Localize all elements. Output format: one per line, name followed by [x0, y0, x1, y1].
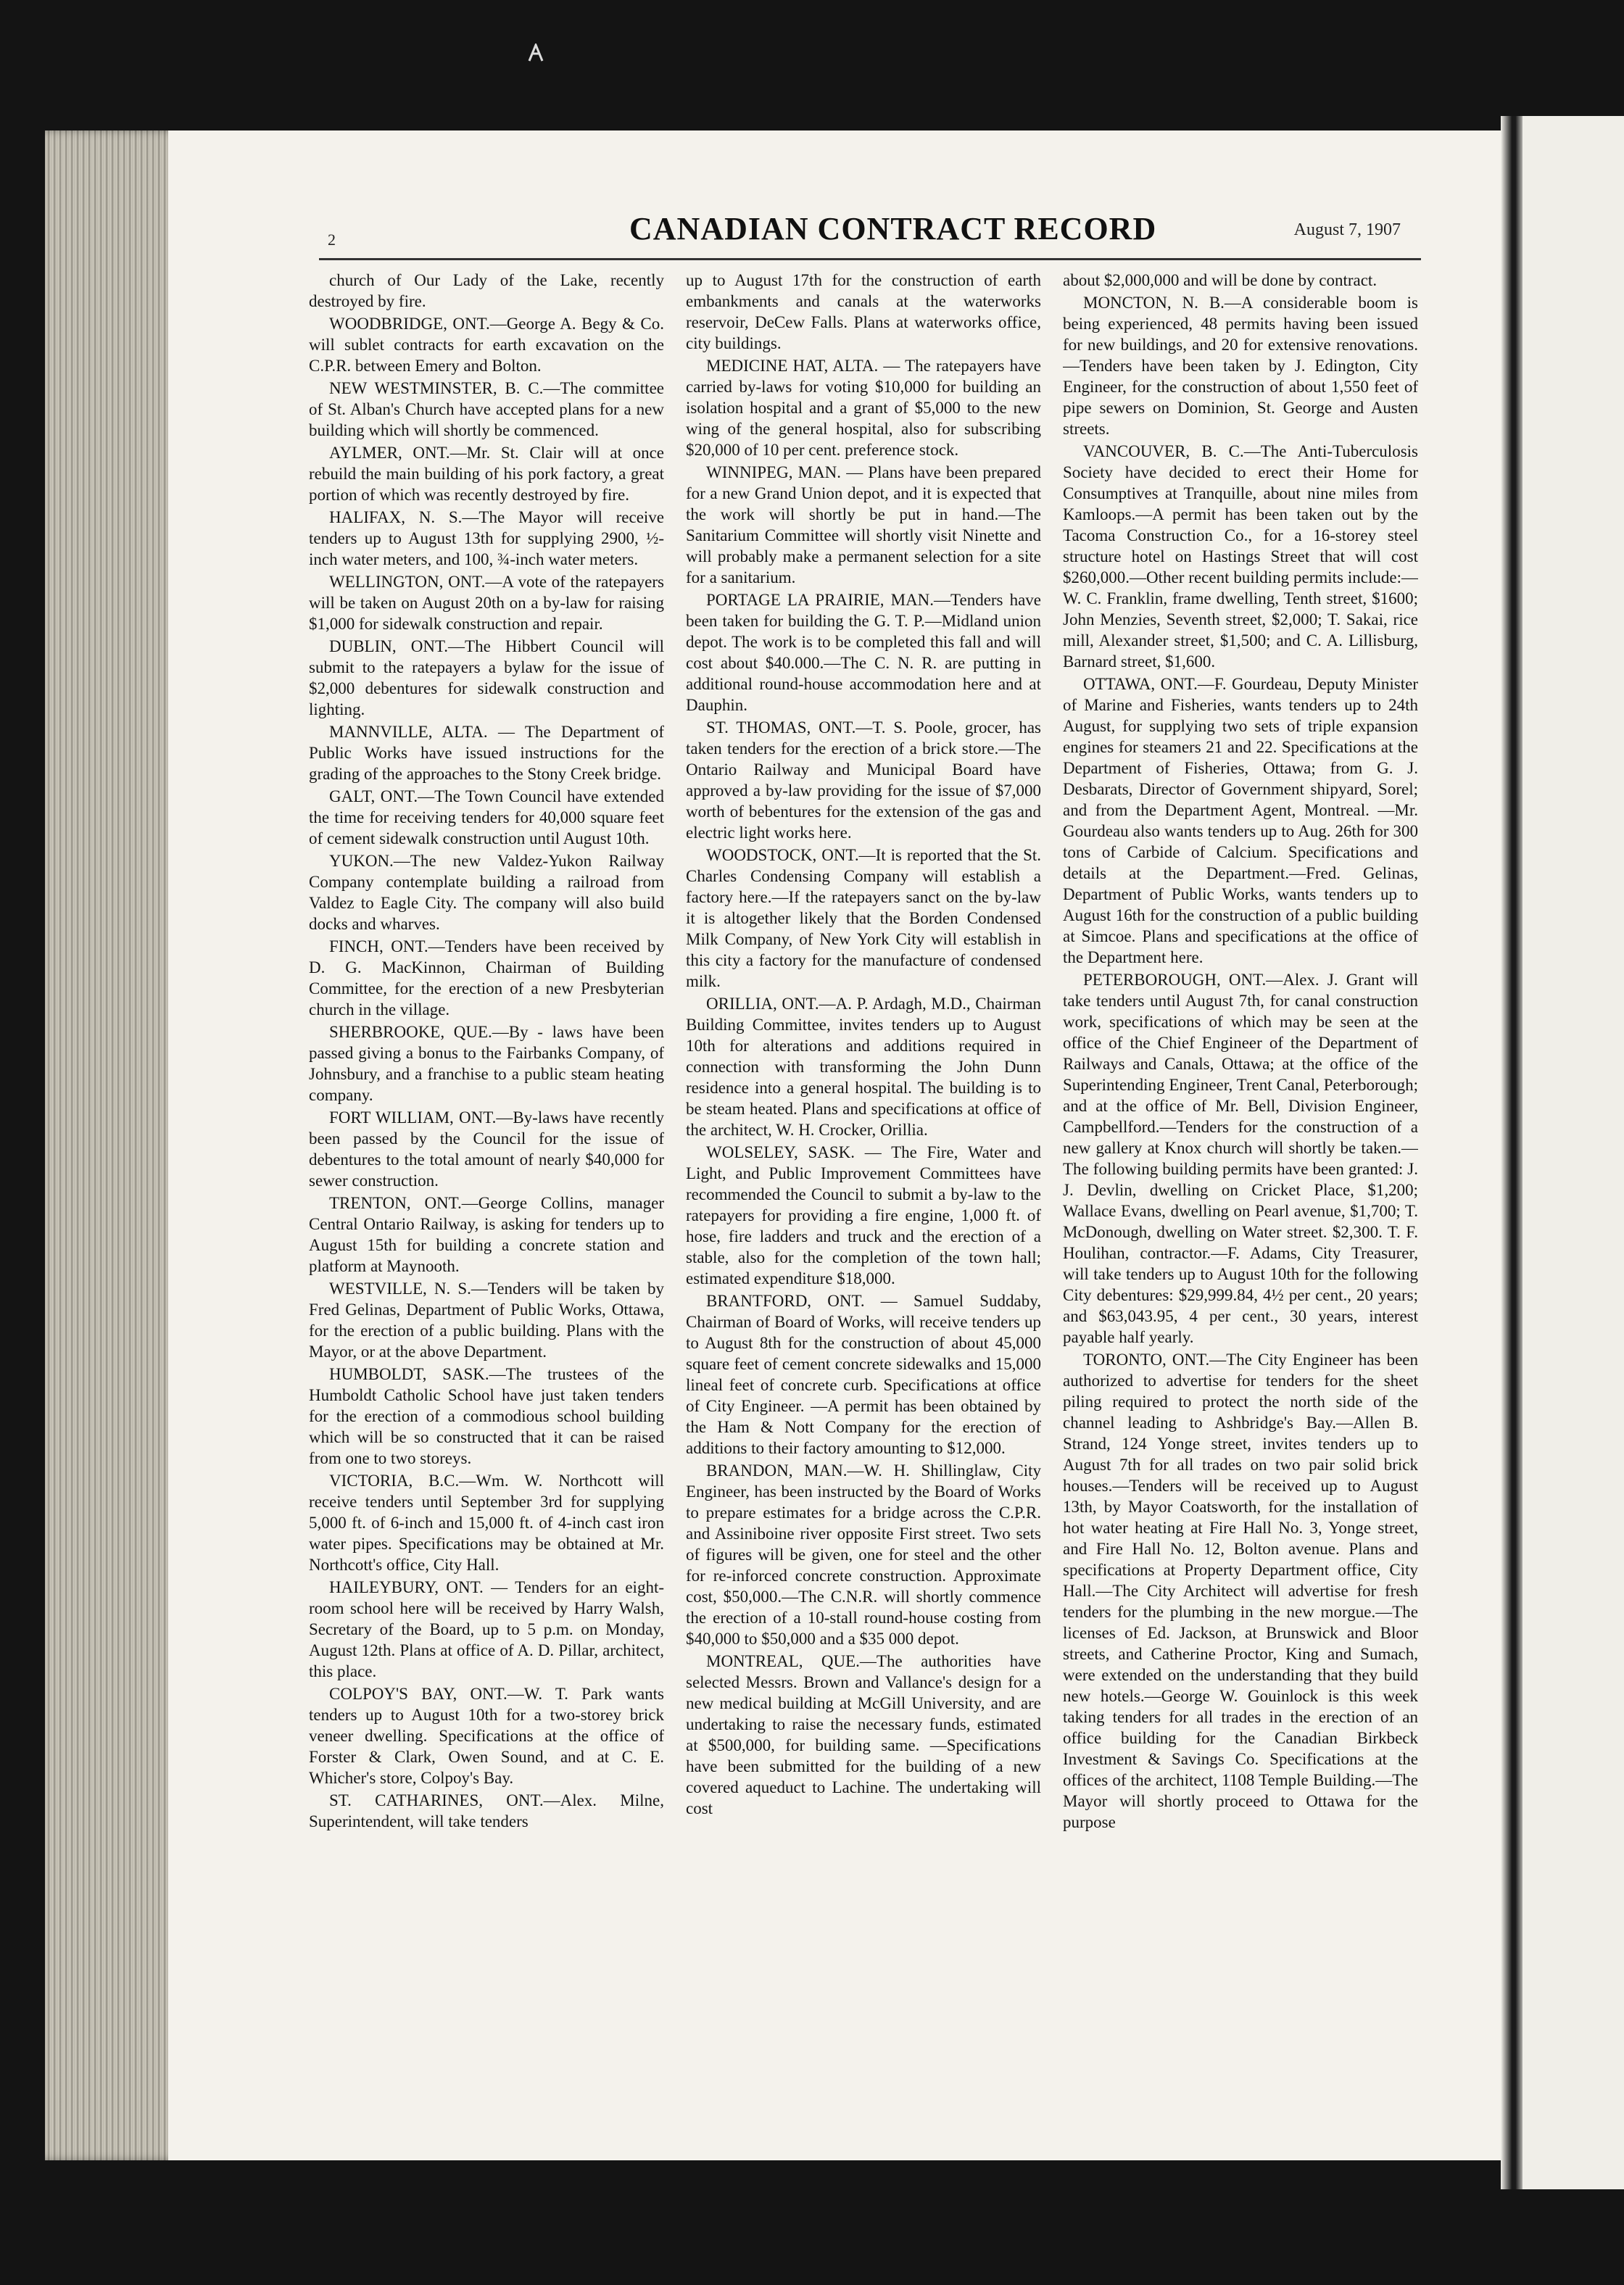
header-rule: [319, 258, 1421, 260]
news-item: WOLSELEY, SASK. — The Fire, Water and Light, and Public Improvement Committees have recommended the Council to submit a by-law to the ratepayers for providing a fire engine, 1,000 ft. of hose, fire ladders and truck and the erection of a stable, also for the completion of the town hall; estimated expenditure $18,000.: [686, 1143, 1041, 1287]
binding-gutter: [1501, 116, 1525, 2189]
news-item: BRANDON, MAN.—W. H. Shillinglaw, City Engineer, has been instructed by the Board of Works to prepare estimates for a bridge across the C.P.R. and Assiniboine river opposite First street. Two sets of figures will be given, one for steel and the other for re-inforced concrete construction. Approximate cost, $50,000.—The C.N.R. will shortly commence the erection of a 10-stall round-house costing from $40,000 to $50,000 and a $35 000 depot.: [686, 1461, 1041, 1648]
news-item: HUMBOLDT, SASK.—The trustees of the Humboldt Catholic School have just taken tenders for the erection of a commodious school building which will be so constructed that it can be raised from one to two storeys.: [309, 1365, 664, 1467]
news-item: WOODBRIDGE, ONT.—George A. Begy & Co. will sublet contracts for earth excavation on the C.P.R. between Emery and Bolton.: [309, 315, 664, 375]
column-2: [686, 270, 1041, 2140]
news-item: VANCOUVER, B. C.—The Anti-Tuberculosis Society have decided to erect their Home for Consumptives at Tranquille, about nine miles from Kamloops.—A permit has been taken out by the Tacoma Construction Co., for a 16-storey steel structure hotel on Hastings Street that will cost $260,000.—Other recent building permits include:—W. C. Franklin, frame dwelling, Tenth street, $1600; John Menzies, Seventh street, $2,000; T. Sakai, rice mill, Alexander street, $1,500; and C. A. Lillisburg, Barnard street, $1,600.: [1063, 442, 1418, 671]
news-item: HALIFAX, N. S.—The Mayor will receive tenders up to August 13th for supplying 2900, ½-inch water meters, and 100, ¾-inch water meters.: [309, 508, 664, 568]
news-item: WOODSTOCK, ONT.—It is reported that the St. Charles Condensing Company will establish a factory here.—If the ratepayers sanct on the by-law it is altogether likely that the Borden Condensed Milk Company, of New York City will establish in this city a factory for the manufacture of condensed milk.: [686, 846, 1041, 990]
news-item: AYLMER, ONT.—Mr. St. Clair will at once rebuild the main building of his pork factory, a great portion of which was recently destroyed by fire.: [309, 444, 664, 504]
news-item: up to August 17th for the construction of earth embankments and canals at the waterworks reservoir, DeCew Falls. Plans at waterworks office, city buildings.: [686, 271, 1041, 352]
masthead-title: CANADIAN CONTRACT RECORD: [629, 211, 1157, 246]
issue-date: August 7, 1907: [1293, 220, 1401, 239]
news-item: VICTORIA, B.C.—Wm. W. Northcott will receive tenders until September 3rd for supplying 5,000 ft. of 6-inch and 15,000 ft. of 4-inch cast iron water pipes. Specifications may be obtained at Mr. Northcott's office, City Hall.: [309, 1472, 664, 1574]
news-item: YUKON.—The new Valdez-Yukon Railway Company contemplate building a railroad from Valdez to Eagle City. The company will also build docks and wharves.: [309, 852, 664, 933]
book-edge: [45, 130, 183, 2160]
news-item: HAILEYBURY, ONT. — Tenders for an eight-room school here will be received by Harry Walsh, Secretary of the Board, up to 5 p.m. on Monday, August 12th. Plans at office of A. D. Pillar, architect, this place.: [309, 1578, 664, 1680]
news-item: MANNVILLE, ALTA. — The Department of Public Works have issued instructions for the grading of the approaches to the Stony Creek bridge.: [309, 723, 664, 783]
column-1: [309, 270, 664, 2140]
page-header: [325, 210, 1412, 254]
news-item: PORTAGE LA PRAIRIE, MAN.—Tenders have been taken for building the G. T. P.—Midland union depot. The work is to be completed this fall and will cost about $40.000.—The C. N. R. are putting in additional round-house accommodation here and at Dauphin.: [686, 591, 1041, 714]
news-item: MEDICINE HAT, ALTA. — The ratepayers have carried by-laws for voting $10,000 for building an isolation hospital and a grant of $5,000 to the new wing of the general hospital, also for subscribing $20,000 of 10 per cent. preference stock.: [686, 357, 1041, 459]
news-item: PETERBOROUGH, ONT.—Alex. J. Grant will take tenders until August 7th, for canal construction work, specifications of which may be seen at the office of the Chief Engineer of the Department of Railways and Canals, Ottawa; at the office of the Superintending Engineer, Trent Canal, Peterborough; and at the office of Mr. Bell, Division Engineer, Campbellford.—Tenders for the construction of a new gallery at Knox church will shortly be taken.—The following building permits have been granted: J. J. Devlin, dwelling on Cricket Place, $1,200; Wallace Evans, dwelling on Pearl avenue, $1,700; T. McDonough, dwelling on Water street. $2,300. T. F. Houlihan, contractor.—F. Adams, City Treasurer, will take tenders up to August 10th for the following City debentures: $29,999.84, 4½ per cent., 20 years; and $63,043.95, 4 per cent., 30 years, interest payable half yearly.: [1063, 971, 1418, 1346]
page-number: 2: [328, 231, 336, 249]
news-item: WINNIPEG, MAN. — Plans have been prepared for a new Grand Union depot, and it is expected that the work will shortly be put in hand.—The Sanitarium Committee will shortly visit Ninette and will probably make a permanent selection for a site for a sanitarium.: [686, 463, 1041, 586]
news-item: DUBLIN, ONT.—The Hibbert Council will submit to the ratepayers a bylaw for the issue of $2,000 debentures for sidewalk construction and lighting.: [309, 637, 664, 718]
news-item: FINCH, ONT.—Tenders have been received by D. G. MacKinnon, Chairman of Building Committee, for the erection of a new Presbyterian church in the village.: [309, 937, 664, 1019]
article-columns: [309, 270, 1425, 2140]
news-item: NEW WESTMINSTER, B. C.—The committee of St. Alban's Church have accepted plans for a new building which will shortly be commenced.: [309, 379, 664, 439]
news-item: TRENTON, ONT.—George Collins, manager Central Ontario Railway, is asking for tenders up to August 15th for building a concrete station and platform at Maynooth.: [309, 1194, 664, 1275]
fiducial-mark-icon: [528, 43, 544, 62]
news-item: GALT, ONT.—The Town Council have extended the time for receiving tenders for 40,000 square feet of cement sidewalk construction until August 10th.: [309, 787, 664, 847]
news-item: WELLINGTON, ONT.—A vote of the ratepayers will be taken on August 20th on a by-law for raising $1,000 for sidewalk construction and repair.: [309, 573, 664, 633]
news-item: MONCTON, N. B.—A considerable boom is being experienced, 48 permits having been issued for new buildings, and 20 for extensive renovations.—Tenders have been taken by J. Edington, City Engineer, for the construction of about 1,550 feet of pipe sewers on Dominion, St. George and Austen streets.: [1063, 294, 1418, 438]
news-item: TORONTO, ONT.—The City Engineer has been authorized to advertise for tenders for the sheet piling required to protect the north side of the channel leading to Ashbridge's Bay.—Allen B. Strand, 124 Yonge street, invites tenders up to August 7th for all trades on two pair solid brick houses.—Tenders will be received up to August 13th, by Mayor Coatsworth, for the installation of hot water heating at Fire Hall No. 3, Yonge street, and Fire Hall No. 12, Bolton avenue. Plans and specifications at Property Department office, City Hall.—The City Architect will advertise for fresh tenders for the plumbing in the new morgue.—The licenses of Ed. Jackson, at Brunswick and Bloor streets, and Catherine Proctor, King and Sumach, were extended on the understanding that they build new hotels.—George W. Gouinlock is this week taking tenders for all trades in the erection of an office building for the Canadian Birkbeck Investment & Savings Co. Specifications at the offices of the architect, 1108 Temple Building.—The Mayor will shortly proceed to Ottawa for the purpose: [1063, 1351, 1418, 1831]
news-item: OTTAWA, ONT.—F. Gourdeau, Deputy Minister of Marine and Fisheries, wants tenders up to 24th August, for supplying two sets of triple expansion engines for steamers 21 and 22. Specifications at the Department of Fisheries, Ottawa; from G. J. Desbarats, Director of Government shipyard, Sorel; and from the Department Agent, Montreal. —Mr. Gourdeau also wants tenders up to Aug. 26th for 300 tons of Carbide of Calcium. Specifications and details at the Department.—Fred. Gelinas, Department of Public Works, wants tenders up to August 16th for the construction of a public building at Simcoe. Plans and specifications at the office of the Department here.: [1063, 675, 1418, 966]
news-item: BRANTFORD, ONT. — Samuel Suddaby, Chairman of Board of Works, will receive tenders up to August 8th for the construction of about 45,000 square feet of cement concrete sidewalks and 15,000 lineal feet of concrete curb. Specifications at office of City Engineer. —A permit has been obtained by the Ham & Nott Company for the erection of additions to their factory amounting to $12,000.: [686, 1292, 1041, 1457]
news-item: about $2,000,000 and will be done by contract.: [1063, 271, 1378, 289]
news-item: SHERBROOKE, QUE.—By - laws have been passed giving a bonus to the Fairbanks Company, of Johnsbury, and a franchise to a public steam heating company.: [309, 1023, 664, 1104]
adjacent-page: [1522, 116, 1624, 2189]
news-item: ST. CATHARINES, ONT.—Alex. Milne, Superintendent, will take tenders: [309, 1791, 664, 1830]
news-item: FORT WILLIAM, ONT.—By-laws have recently been passed by the Council for the issue of debentures to the total amount of nearly $40,000 for sewer construction.: [309, 1108, 664, 1190]
news-item: ST. THOMAS, ONT.—T. S. Poole, grocer, has taken tenders for the erection of a brick store.—The Ontario Railway and Municipal Board have approved a by-law providing for the issue of $7,000 worth of bebentures for the extension of the gas and electric light works here.: [686, 718, 1041, 842]
news-item: MONTREAL, QUE.—The authorities have selected Messrs. Brown and Vallance's design for a new medical building at McGill University, and are undertaking to raise the necessary funds, estimated at $500,000, for building same. —Specifications have been submitted for the building of a new covered aqueduct to Lachine. The undertaking will cost: [686, 1652, 1041, 1817]
news-item: ORILLIA, ONT.—A. P. Ardagh, M.D., Chairman Building Committee, invites tenders up to August 10th for alterations and additions required in connection with transforming the John Dunn residence into a general hospital. The building is to be steam heated. Plans and specifications at office of the architect, W. H. Crocker, Orillia.: [686, 995, 1041, 1139]
news-item: COLPOY'S BAY, ONT.—W. T. Park wants tenders up to August 10th for a two-storey brick veneer dwelling. Specifications at the office of Forster & Clark, Owen Sound, and at C. E. Whicher's store, Colpoy's Bay.: [309, 1685, 664, 1787]
news-item: WESTVILLE, N. S.—Tenders will be taken by Fred Gelinas, Department of Public Works, Ottawa, for the erection of a public building. Plans with the Mayor, or at the above Department.: [309, 1280, 664, 1361]
column-3: [1063, 270, 1418, 2140]
news-item: church of Our Lady of the Lake, recently destroyed by fire.: [309, 271, 664, 310]
